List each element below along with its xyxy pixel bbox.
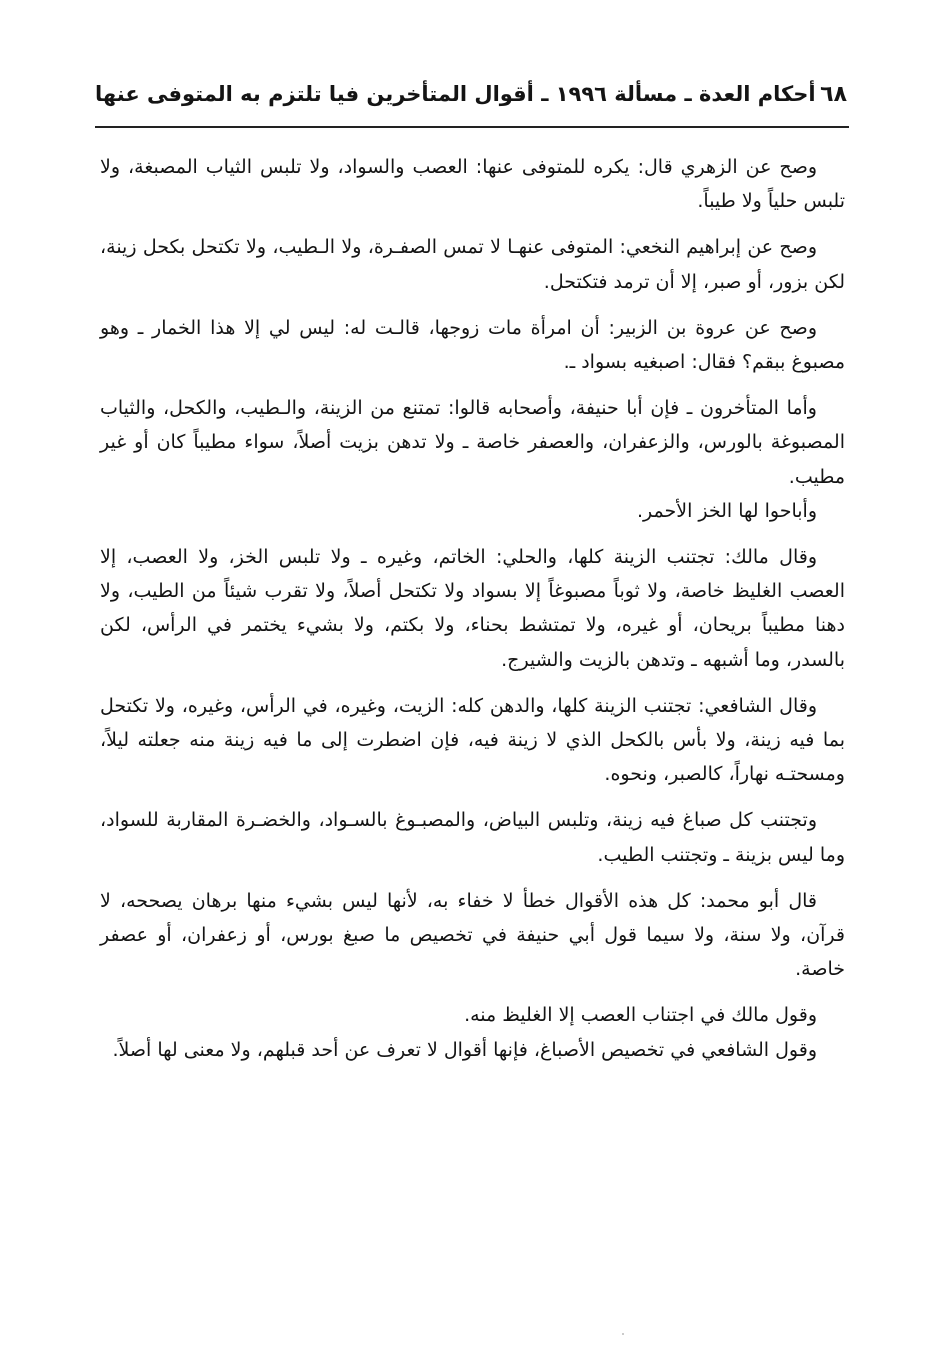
running-title: أحكام العدة ـ مسألة ١٩٩٦ ـ أقوال المتأخرين فيا تلتزم به المتوفى عنها xyxy=(95,82,816,106)
paragraph-later-scholars: وأما المتأخرون ـ فإن أبا حنيفة، وأصحابه قالوا: تمتنع من الزينة، والـطيب، والكحل، والثياب المصبوغة بالورس، والزعفران، والعصفر خاصة ـ ولا تدهن بزيت أصلاً، سواء مطيباً كان أو غير مطيب. xyxy=(100,397,845,488)
paragraph-red-silk: وأباحوا لها الخز الأحمر. xyxy=(636,499,817,522)
body-text xyxy=(100,150,845,1079)
paragraph-zuhri: وصح عن الزهري قال: يكره للمتوفى عنها: العصب والسواد، ولا تلبس الثياب المصبغة، ولا تلبس حلياً ولا طيباً. xyxy=(100,156,845,213)
paragraph-nakhai: وصح عن إبراهيم النخعي: المتوفى عنهـا لا تمس الصفـرة، ولا الـطيب، ولا تكتحل بكحل زينة، لكن بزور، أو صبر، إلا أن ترمد فتكتحل. xyxy=(100,236,845,293)
scan-speck xyxy=(622,1333,624,1335)
paragraph-abu-muhammad: قال أبو محمد: كل هذه الأقوال خطأ لا خفاء به، لأنها ليس بشيء منها برهان يصححه، لا قرآن، ولا سنة، ولا سيما قول أبي حنيفة في تخصيص ما صبغ بورس، أو زعفران، أو عصفر خاصة. xyxy=(100,889,845,981)
page-header xyxy=(95,72,847,116)
paragraph-malik-asb: وقول مالك في اجتناب العصب إلا الغليظ منه. xyxy=(464,1004,817,1027)
paragraph-urwa: وصح عن عروة بن الزبير: أن امرأة مات زوجها، قالـت له: ليس لي إلا هذا الخمار ـ وهو مصبوغ ببقم؟ فقال: اصبغيه بسواد ـ. xyxy=(100,316,845,374)
paragraph-shafii-dyes: وقول الشافعي في تخصيص الأصباغ، فإنها أقوال لا تعرف عن أحد قبلهم، ولا معنى لها أصلاً. xyxy=(112,1038,817,1061)
paragraph-shafii: وقال الشافعي: تجتنب الزينة كلها، والدهن كله: الزيت، وغيره، في الرأس، وغيره، ولا تكتحل بما فيه زينة، ولا بأس بالكحل الذي لا زينة فيه، فإن اضطرت إلى ما فيه زينة منه جعلته ليلاً، ومسحتـه نهاراً، كالصبر، ونحوه. xyxy=(100,694,845,786)
page-number: ٦٨ xyxy=(820,81,847,107)
paragraph-dyes: وتجتنب كل صباغ فيه زينة، وتلبس البياض، والمصبـوغ بالسـواد، والخضـرة المقاربة للسواد، وما ليس بزينة ـ وتجتنب الطيب. xyxy=(100,809,845,866)
paragraph-malik: وقال مالك: تجتنب الزينة كلها، والحلي: الخاتم، وغيره ـ ولا تلبس الخز، ولا العصب، إلا العصب الغليظ خاصة، ولا ثوباً مصبوغاً إلا بسواد ولا تكتحل أصلاً، ولا تقرب شيئاً من الطيب، ولا دهنا مطيباً بريحان، أو غيره، ولا تمتشط بحناء، ولا بكتم، ولا بشيء يختمر في الرأس، لكن بالسدر، وما أشبهه ـ وتدهن بالزيت والشيرج. xyxy=(100,546,845,671)
header-divider xyxy=(95,126,849,128)
